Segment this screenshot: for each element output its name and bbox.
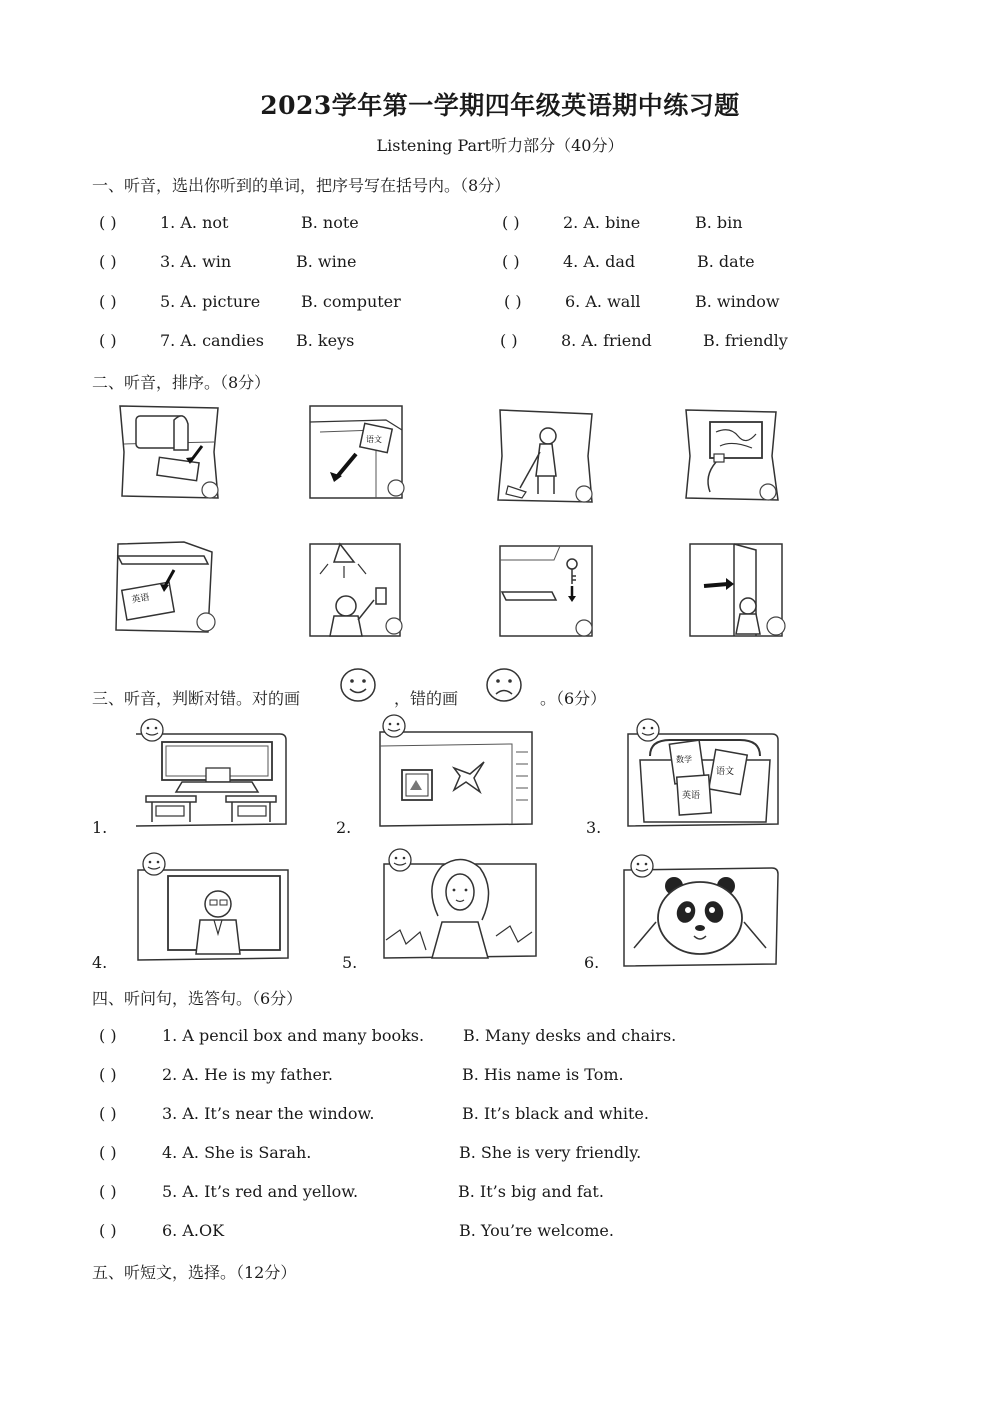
judge-picture-panda-bag — [616, 852, 782, 970]
sad-face-icon — [484, 666, 524, 708]
judge-number-5: 5. — [342, 953, 358, 972]
answer-paren[interactable]: ( ) — [99, 331, 117, 350]
book-label: 语文 — [366, 435, 382, 444]
judge-number-1: 1. — [92, 818, 108, 837]
judge-number-3: 3. — [586, 818, 602, 837]
option-b: B. window — [695, 292, 780, 311]
judge-picture-schoolbag-books — [620, 716, 782, 832]
judge-number-6: 6. — [584, 953, 600, 972]
answer-paren[interactable]: ( ) — [99, 1026, 117, 1045]
book-label: 数学 — [676, 755, 692, 764]
option-b: B. Many desks and chairs. — [463, 1026, 677, 1045]
section3-heading-part1: 三、听音，判断对错。对的画 — [92, 689, 301, 708]
answer-paren[interactable]: ( ) — [502, 252, 520, 271]
option-a: 6. A.OK — [162, 1221, 225, 1240]
answer-paren[interactable]: ( ) — [99, 1065, 117, 1084]
option-b: B. keys — [296, 331, 355, 350]
judge-picture-woman — [376, 846, 546, 966]
judge-number-4: 4. — [92, 953, 108, 972]
page-subtitle: Listening Part听力部分（40分） — [376, 136, 624, 155]
option-a: 4. A. dad — [563, 252, 636, 271]
judge-picture-wall-picture — [372, 712, 542, 832]
book-label: 语文 — [716, 767, 735, 777]
answer-paren[interactable]: ( ) — [99, 1104, 117, 1123]
option-a: 2. A. bine — [563, 213, 641, 232]
option-b: B. You’re welcome. — [459, 1221, 614, 1240]
answer-paren[interactable]: ( ) — [502, 213, 520, 232]
section4-heading: 四、听问句，选答句。（6分） — [92, 989, 303, 1008]
section3-heading-part2: ，错的画 — [394, 689, 459, 708]
option-b: B. It’s big and fat. — [458, 1182, 604, 1201]
option-a: 1. A. not — [160, 213, 229, 232]
answer-paren[interactable]: ( ) — [99, 292, 117, 311]
smiley-face-icon — [338, 666, 378, 708]
answer-paren[interactable]: ( ) — [99, 213, 117, 232]
option-b: B. She is very friendly. — [459, 1143, 642, 1162]
option-a: 7. A. candies — [160, 331, 264, 350]
option-a: 3. A. win — [160, 252, 232, 271]
page-title: 2023学年第一学期四年级英语期中练习题 — [260, 91, 740, 120]
option-a: 1. A pencil box and many books. — [162, 1026, 425, 1045]
answer-paren[interactable]: ( ) — [500, 331, 518, 350]
order-picture-hang-key — [494, 542, 598, 640]
option-b: B. date — [697, 252, 755, 271]
answer-paren[interactable]: ( ) — [99, 1143, 117, 1162]
option-a: 5. A. It’s red and yellow. — [162, 1182, 359, 1201]
option-a: 6. A. wall — [565, 292, 641, 311]
option-a: 3. A. It’s near the window. — [162, 1104, 375, 1123]
option-b: B. note — [301, 213, 359, 232]
book-label: 英语 — [130, 592, 151, 606]
order-picture-turn-on-light — [304, 540, 408, 640]
option-b: B. His name is Tom. — [462, 1065, 624, 1084]
option-b: B. computer — [301, 292, 401, 311]
option-a: 8. A. friend — [561, 331, 652, 350]
order-picture-clean-board — [680, 406, 784, 506]
option-a: 5. A. picture — [160, 292, 261, 311]
answer-paren[interactable]: ( ) — [99, 1182, 117, 1201]
section1-heading: 一、听音，选出你听到的单词，把序号写在括号内。（8分） — [92, 176, 511, 195]
order-picture-put-book — [306, 402, 410, 502]
order-picture-pack-bag — [114, 402, 224, 502]
option-a: 4. A. She is Sarah. — [162, 1143, 312, 1162]
book-label: 英语 — [682, 791, 701, 801]
section5-heading: 五、听短文，选择。（12分） — [92, 1263, 297, 1282]
section3-heading-part3: 。（6分） — [540, 689, 607, 708]
judge-number-2: 2. — [336, 818, 352, 837]
judge-picture-teacher — [128, 850, 298, 966]
option-a: 2. A. He is my father. — [162, 1065, 333, 1084]
option-b: B. wine — [296, 252, 357, 271]
option-b: B. It’s black and white. — [462, 1104, 649, 1123]
answer-paren[interactable]: ( ) — [99, 252, 117, 271]
answer-paren[interactable]: ( ) — [99, 1221, 117, 1240]
option-b: B. bin — [695, 213, 743, 232]
order-picture-put-book-desk — [112, 540, 218, 638]
section2-heading: 二、听音，排序。（8分） — [92, 373, 271, 392]
order-picture-sweep-floor — [494, 406, 598, 506]
order-picture-open-door — [684, 540, 790, 640]
judge-picture-classroom — [126, 716, 296, 832]
option-b: B. friendly — [703, 331, 788, 350]
answer-paren[interactable]: ( ) — [504, 292, 522, 311]
